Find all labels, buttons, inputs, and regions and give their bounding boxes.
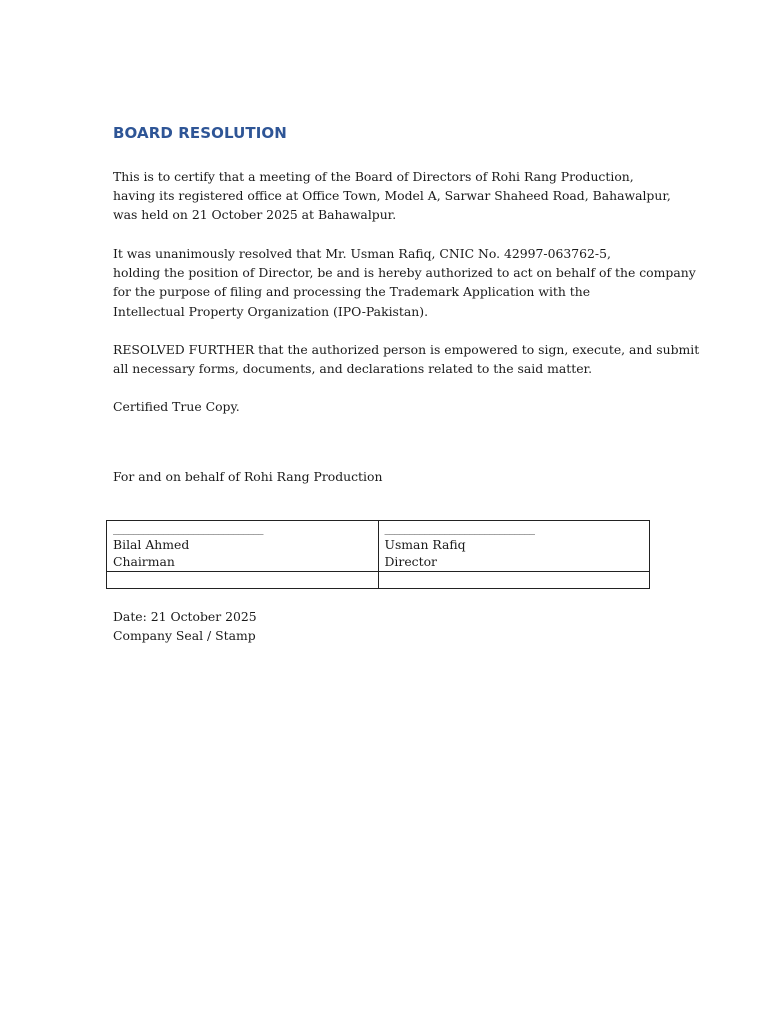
seal-line: Company Seal / Stamp — [113, 628, 256, 644]
paragraph-line: having its registered office at Office Town, Model A, Sarwar Shaheed Road, Bahawalpur, — [113, 188, 671, 204]
signature-table — [106, 520, 650, 589]
signature-line: ______________________________ — [113, 522, 263, 535]
signature-line: ______________________________ — [384, 522, 535, 535]
on-behalf-of-line — [113, 467, 673, 486]
blank-cell — [107, 572, 379, 589]
paragraph-line: RESOLVED FURTHER that the authorized person is empowered to sign, execute, and submit — [113, 342, 700, 357]
paragraph-line: all necessary forms, documents, and declarations related to the said matter. — [113, 361, 593, 377]
resolved-further-paragraph — [113, 340, 700, 378]
signature-cell-chairman — [107, 521, 379, 572]
paragraph-line: for the purpose of filing and processing the Trademark Application with the — [113, 284, 591, 300]
signatory-title: Chairman — [113, 553, 175, 569]
paragraph-line: holding the position of Director, be and is hereby authorized to act on behalf of the company — [113, 265, 696, 281]
signatory-name: Usman Rafiq — [384, 537, 466, 552]
date-line: Date: 21 October 2025 — [113, 609, 257, 624]
document-footer — [113, 607, 673, 645]
signature-cell-director — [378, 521, 650, 572]
certification-paragraph — [113, 167, 673, 225]
signature-row — [107, 521, 650, 572]
paragraph-line: Certified True Copy. — [113, 399, 240, 414]
paragraph-line: was held on 21 October 2025 at Bahawalpur. — [113, 207, 397, 223]
resolution-paragraph — [113, 244, 696, 321]
blank-row — [107, 572, 650, 589]
paragraph-line: This is to certify that a meeting of the Board of Directors of Rohi Rang Production, — [113, 169, 634, 184]
paragraph-line: It was unanimously resolved that Mr. Usman Rafiq, CNIC No. 42997-063762-5, — [113, 246, 611, 261]
signatory-title: Director — [384, 553, 437, 569]
document-title: BOARD RESOLUTION — [113, 124, 287, 142]
paragraph-line: For and on behalf of Rohi Rang Production — [113, 469, 383, 484]
paragraph-line: Intellectual Property Organization (IPO-Pakistan). — [113, 303, 429, 319]
certified-true-copy — [113, 397, 673, 416]
blank-cell — [378, 572, 650, 589]
signatory-name: Bilal Ahmed — [113, 537, 190, 552]
